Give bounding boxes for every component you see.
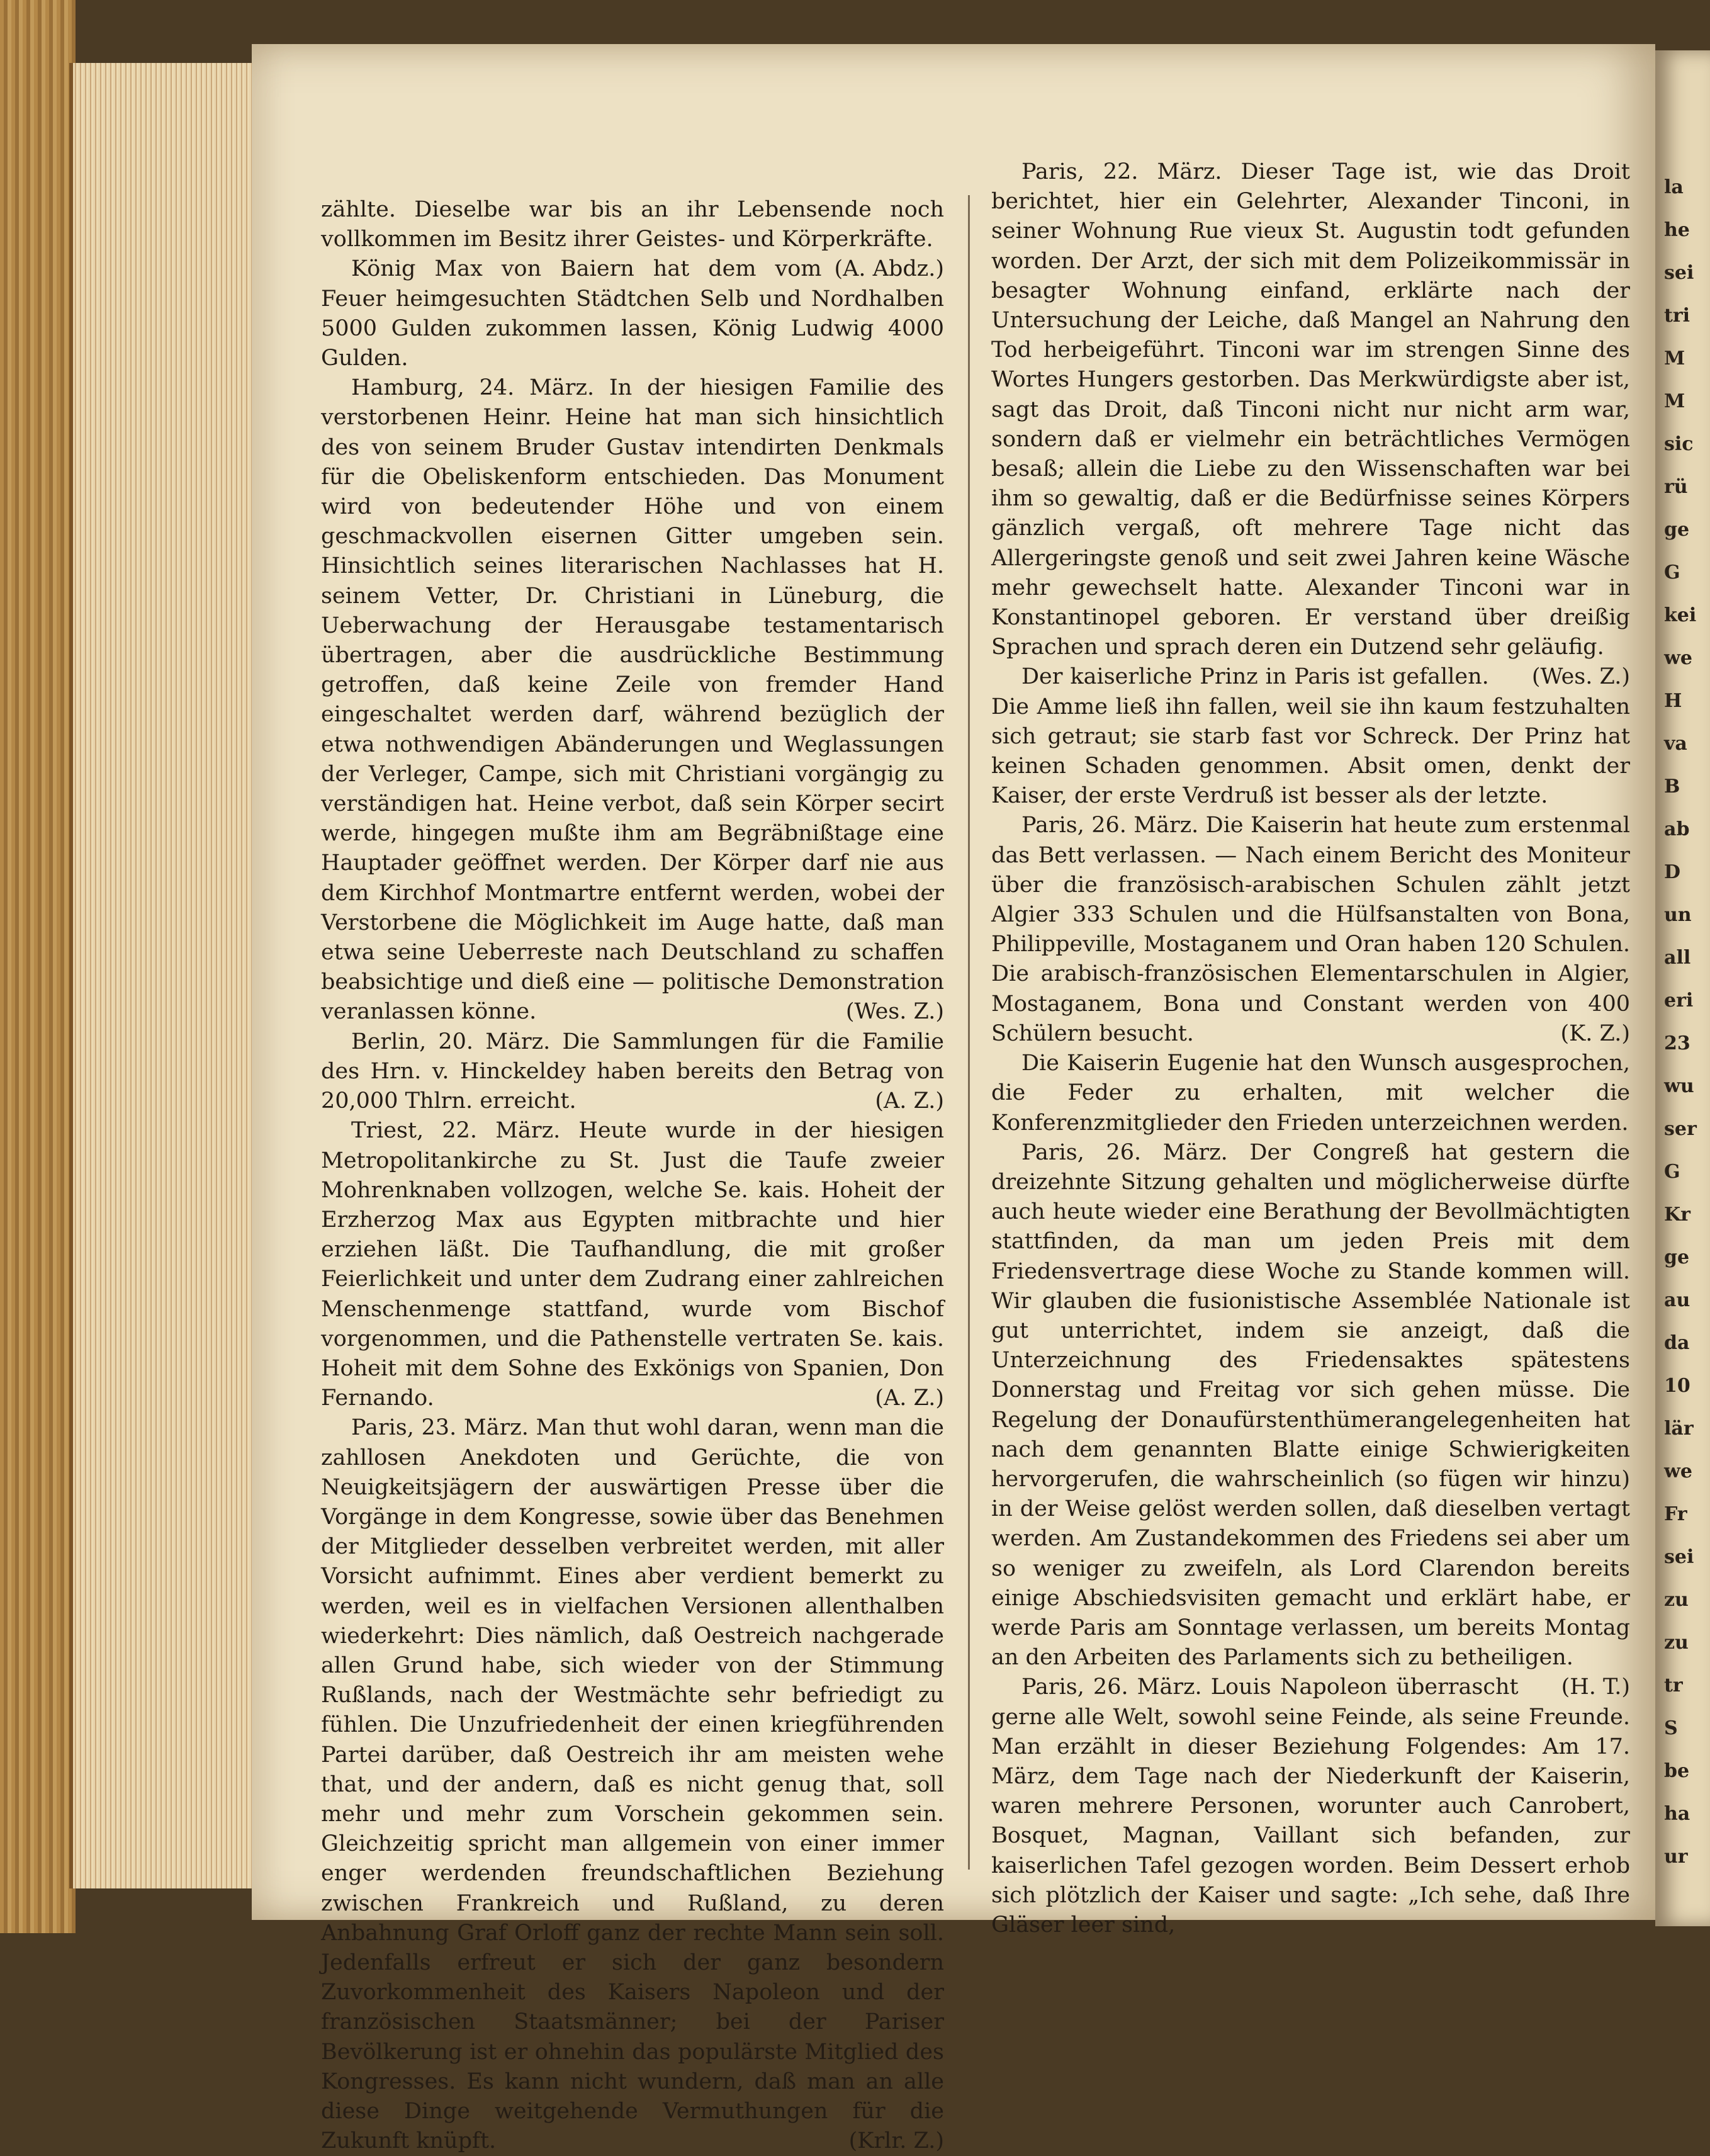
column-divider bbox=[968, 195, 970, 1870]
article-paragraph bbox=[991, 1138, 1630, 1700]
facing-page-fragment: sei bbox=[1664, 262, 1694, 284]
facing-page-fragment: eri bbox=[1664, 990, 1694, 1012]
newspaper-page bbox=[252, 44, 1655, 2154]
source-citation: (K. Z.) bbox=[1560, 1020, 1630, 1046]
source-citation: (Wes. Z.) bbox=[845, 999, 944, 1025]
facing-page-fragment: kei bbox=[1664, 604, 1697, 626]
facing-page-fragment: zu bbox=[1664, 1589, 1689, 1611]
article-paragraph bbox=[991, 1049, 1630, 1138]
article-paragraph bbox=[321, 195, 944, 282]
facing-page-fragment: ur bbox=[1664, 1846, 1688, 1868]
article-paragraph bbox=[991, 157, 1630, 690]
article-text: Paris, 26. März. Der Congreß hat gestern die dreizehnte Sitzung gehalten und möglicherweise dürfte auch heute wieder eine Berathung der Bevollmächtigten stattfinden, da man um jeden Preis mit dem Friedensvertrage diese Woche zu Stande kommen will. Wir glauben die fusionistische Assemblée Nationale ist gut unterrichtet, indem sie anzeigt, daß die Unterzeichnung des Friedensaktes spätestens Donnerstag und Freitag vor sich gehen müsse. Die Regelung der Donaufürstenthümerangelegenheiten hat nach dem genannten Blatte einige Schwierigkeiten hervorgerufen, die wahrscheinlich (so fügen wir hinzu) in der Weise gelöst werden sollen, daß dieselben vertagt werden. Am Zustandekommen des Friedens sei aber um so weniger zu zweifeln, als Lord Clarendon bereits einige Abschiedsvisiten gemacht und erklärt habe, er werde Paris am Sonntage verlassen, um bereits Montag an den Arbeiten des Parlaments sich zu betheiligen. bbox=[991, 1139, 1630, 1671]
facing-page-fragment: tri bbox=[1664, 305, 1690, 327]
facing-page-fragment: Kr bbox=[1664, 1204, 1690, 1226]
facing-page-fragment: B bbox=[1664, 776, 1680, 798]
article-paragraph bbox=[321, 373, 944, 1027]
facing-page-fragment: H bbox=[1664, 690, 1682, 712]
facing-page-fragment: sic bbox=[1664, 433, 1694, 455]
facing-page-fragment: be bbox=[1664, 1760, 1690, 1782]
facing-page-fragment: G bbox=[1664, 1161, 1680, 1183]
facing-page-fragment: sei bbox=[1664, 1546, 1694, 1568]
article-text: König Max von Baiern hat dem vom Feuer heimgesuchten Städtchen Selb und Nordhalben 5000 Gulden zukommen lassen, König Ludwig 4000 Gulden. bbox=[321, 256, 944, 371]
facing-page-fragment: da bbox=[1664, 1332, 1690, 1354]
article-text: Berlin, 20. März. Die Sammlungen für die Familie des Hrn. v. Hinckeldey haben bereits den Betrag von 20,000 Thlrn. erreicht. bbox=[321, 1029, 944, 1114]
source-citation: (A. Z.) bbox=[875, 1386, 944, 1411]
facing-page-fragment: we bbox=[1664, 647, 1692, 669]
source-citation: (A. Abdz.) bbox=[834, 256, 944, 282]
source-citation: (A. Z.) bbox=[875, 1088, 944, 1114]
article-text: Paris, 22. März. Dieser Tage ist, wie das Droit berichtet, hier ein Gelehrter, Alexander Tinconi, in seiner Wohnung Rue vieux St. Augustin todt gefunden worden. Der Arzt, der sich mit dem Polizeikommissär in besagter Wohnung einfand, erklärte nach der Untersuchung der Leiche, daß Mangel an Nahrung den Tod herbeigeführt. Tinconi war im strengen Sinne des Wortes Hungers gestorben. Das Merkwürdigste aber ist, sagt das Droit, daß Tinconi nicht nur nicht arm war, sondern daß er vielmehr ein beträchtliches Vermögen besaß; allein die Liebe zu den Wissenschaften war bei ihm so gewaltig, daß er die Bedürfnisse seines Körpers gänzlich vergaß, oft mehrere Tage nicht das Allergeringste genoß und seit zwei Jahren keine Wäsche mehr gewechselt hatte. Alexander Tinconi war in Konstantinopel geboren. Er verstand über dreißig Sprachen und sprach deren ein Dutzend sehr geläufig. bbox=[991, 159, 1630, 660]
article-paragraph bbox=[991, 1673, 1630, 1940]
facing-page-fragment: G bbox=[1664, 562, 1680, 584]
facing-page-fragment: ser bbox=[1664, 1118, 1697, 1140]
facing-page-fragment: all bbox=[1664, 947, 1691, 969]
facing-page-fragment: M bbox=[1664, 390, 1685, 412]
facing-page-fragment: M bbox=[1664, 347, 1685, 370]
article-text: Paris, 23. März. Man thut wohl daran, wenn man die zahllosen Anekdoten und Gerüchte, die von Neuigkeitsjägern der auswärtigen Presse über die Vorgänge in dem Kongresse, sowie über das Benehmen der Mitglieder desselben verbreitet werden, mit aller Vorsicht aufnimmt. Eines aber verdient bemerkt zu werden, weil es in vielfachen Versionen allenthalben wiederkehrt: Dies nämlich, daß Oestreich nachgerade allen Grund habe, sich wieder von der Stimmung Rußlands, nach der Westmächte sehr befriedigt zu fühlen. Die Unzufriedenheit der einen kriegführenden Partei darüber, daß Oestreich ihr am meisten wehe that, und der andern, daß es nicht genug that, soll mehr und mehr zum Vorschein gekommen sein. Gleichzeitig spricht man allgemein von einer immer enger werdenden freundschaftlichen Beziehung zwischen Frankreich und Rußland, zu deren Anbahnung Graf Orloff ganz der rechte Mann sein soll. Jedenfalls erfreut er sich der ganz besondern Zuvorkommenheit des Kaisers Napoleon und der französischen Staatsmänner; bei der Pariser Bevölkerung ist er ohnehin das populärste Mitglied des Kongresses. Es kann nicht wundern, daß man an alle diese Dinge weitgehende Vermuthungen für die Zukunft knüpft. bbox=[321, 1415, 944, 2154]
article-text: Hamburg, 24. März. In der hiesigen Familie des verstorbenen Heinr. Heine hat man sich hinsichtlich des von seinem Bruder Gustav intendirten Denkmals für die Obeliskenform entschieden. Das Monument wird von bedeutender Höhe und von einem geschmackvollen eisernen Gitter umgeben sein. Hinsichtlich seines literarischen Nachlasses hat H. seinem Vetter, Dr. Christiani in Lüneburg, die Ueberwachung der Herausgabe testamentarisch übertragen, aber die ausdrückliche Bestimmung getroffen, daß keine Zeile von fremder Hand eingeschaltet werden darf, während bezüglich der etwa nothwendigen Abänderungen und Weglassungen der Verleger, Campe, sich mit Christiani vorgängig zu verständigen hat. Heine verbot, daß sein Körper secirt werde, hingegen mußte ihm am Begräbnißtage eine Hauptader geöffnet werden. Der Körper darf nie aus dem Kirchhof Montmartre entfernt werden, wobei der Verstorbene die Möglichkeit im Auge hatte, daß man etwa seine Ueberreste nach Deutschland zu schaffen beabsichtige und dieß eine — politische Demonstration veranlassen könne. bbox=[321, 375, 944, 1025]
facing-page-fragment: zu bbox=[1664, 1632, 1689, 1654]
facing-page-fragment: ab bbox=[1664, 818, 1690, 840]
facing-page-fragment: 23 bbox=[1664, 1032, 1690, 1054]
article-text: Die Kaiserin Eugenie hat den Wunsch ausgesprochen, die Feder zu erhalten, mit welcher die Konferenzmitglieder den Frieden unterzeichnen werden. bbox=[991, 1051, 1630, 1136]
source-citation: (Krlr. Z.) bbox=[848, 2128, 944, 2154]
article-paragraph bbox=[321, 1027, 944, 1117]
facing-page-fragment: ge bbox=[1664, 1246, 1690, 1268]
facing-page-fragment: he bbox=[1664, 219, 1690, 241]
article-text: Paris, 26. März. Die Kaiserin hat heute zum erstenmal das Bett verlassen. — Nach einem Bericht des Moniteur über die französisch-arabischen Schulen zählt jetzt Algier 333 Schulen und die Hülfsanstalten von Bona, Philippeville, Mostaganem und Oran haben 120 Schulen. Die arabisch-französischen Elementarschulen in Algier, Mostaganem, Bona und Constant werden von 400 Schülern besucht. bbox=[991, 813, 1630, 1046]
right-column bbox=[991, 157, 1630, 1940]
page-edges bbox=[69, 63, 262, 1888]
facing-page-fragment: au bbox=[1664, 1289, 1690, 1311]
article-paragraph bbox=[321, 1116, 944, 1413]
article-text: Triest, 22. März. Heute wurde in der hiesigen Metropolitankirche zu St. Just die Taufe zweier Mohrenknaben vollzogen, welche Se. kais. Hoheit der Erzherzog Max aus Egypten mitbrachte und hier erziehen läßt. Die Taufhandlung, die mit großer Feierlichkeit und unter dem Zudrang einer zahlreichen Menschenmenge stattfand, wurde vom Bischof vorgenommen, und die Pathenstelle vertraten Se. kais. Hoheit mit dem Sohne des Exkönigs von Spanien, Don Fernando. bbox=[321, 1118, 944, 1411]
source-citation: (Wes. Z.) bbox=[1531, 664, 1630, 690]
facing-page-fragment: ge bbox=[1664, 519, 1690, 541]
facing-page-fragment: rü bbox=[1664, 476, 1688, 498]
source-citation: (H. T.) bbox=[1561, 1674, 1630, 1700]
article-paragraph bbox=[991, 811, 1630, 1049]
facing-page-fragment: we bbox=[1664, 1460, 1692, 1482]
facing-page-fragment: un bbox=[1664, 904, 1692, 926]
article-text: zählte. Dieselbe war bis an ihr Lebensende noch vollkommen im Besitz ihrer Geistes- und Körperkräfte. bbox=[321, 197, 944, 252]
facing-page-edge bbox=[1655, 50, 1710, 1926]
facing-page-fragment: lär bbox=[1664, 1418, 1694, 1440]
facing-page-fragment: la bbox=[1664, 176, 1684, 198]
facing-page-fragment: ha bbox=[1664, 1803, 1690, 1825]
left-column bbox=[321, 195, 944, 2156]
article-paragraph bbox=[321, 1413, 944, 2156]
book-binding bbox=[0, 0, 76, 1933]
facing-page-fragment: D bbox=[1664, 861, 1681, 883]
facing-page-fragment: 10 bbox=[1664, 1375, 1690, 1397]
article-text: Paris, 26. März. Louis Napoleon überrascht gerne alle Welt, sowohl seine Feinde, als seine Freunde. Man erzählt in dieser Beziehung Folgendes: Am 17. März, dem Tage nach der Niederkunft der Kaiserin, waren mehrere Personen, worunter auch Canrobert, Bosquet, Magnan, Vaillant sich befanden, zur kaiserlichen Tafel gezogen worden. Beim Dessert erhob sich plötzlich der Kaiser und sagte: „Ich sehe, daß Ihre Gläser leer sind, bbox=[991, 1674, 1630, 1938]
facing-page-fragment: S bbox=[1664, 1717, 1678, 1739]
facing-page-fragment: wu bbox=[1664, 1075, 1694, 1097]
article-text: Der kaiserliche Prinz in Paris ist gefallen. Die Amme ließ ihn fallen, weil sie ihn kaum festzuhalten sich getraut; sie starb fast vor Schreck. Der Prinz hat keinen Schaden genommen. Absit omen, denkt der Kaiser, der erste Verdruß ist besser als der letzte. bbox=[991, 664, 1630, 809]
facing-page-fragment: va bbox=[1664, 733, 1687, 755]
facing-page-fragment: Fr bbox=[1664, 1503, 1687, 1525]
facing-page-fragment: tr bbox=[1664, 1674, 1683, 1696]
